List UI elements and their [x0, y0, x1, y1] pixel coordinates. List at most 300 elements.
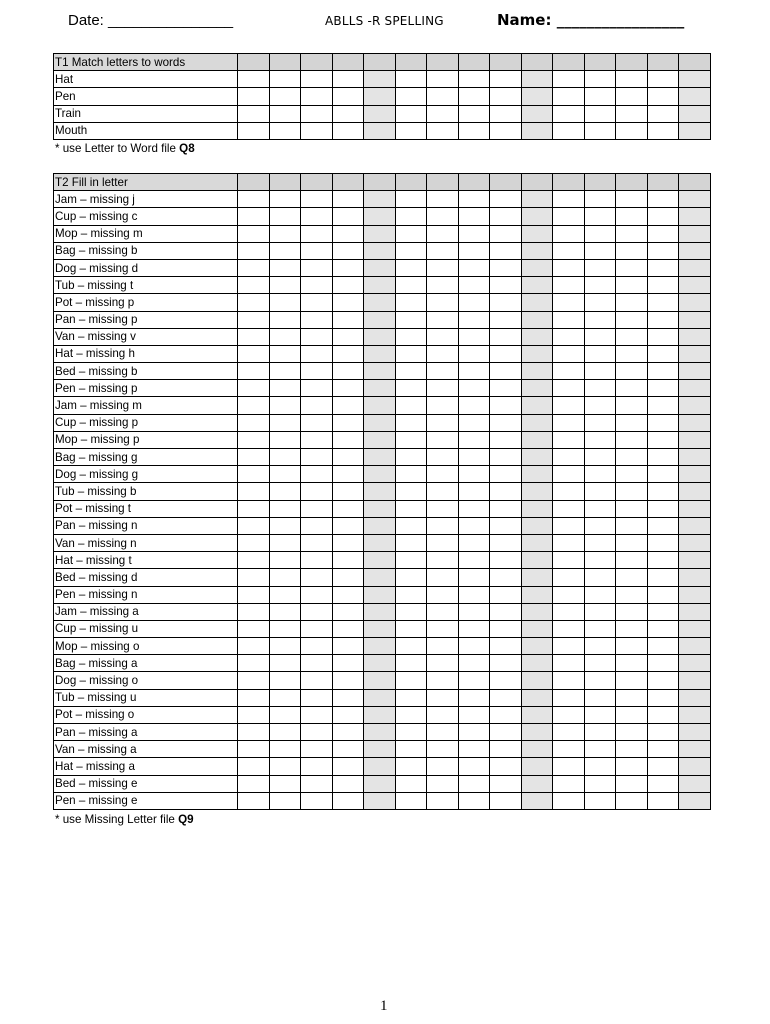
- score-cell[interactable]: [584, 517, 616, 534]
- score-cell[interactable]: [364, 208, 396, 225]
- score-cell[interactable]: [490, 534, 522, 551]
- score-cell[interactable]: [427, 655, 459, 672]
- score-cell[interactable]: [584, 569, 616, 586]
- score-cell[interactable]: [553, 174, 585, 191]
- score-cell[interactable]: [553, 311, 585, 328]
- score-cell[interactable]: [301, 483, 333, 500]
- score-cell[interactable]: [584, 88, 616, 105]
- score-cell[interactable]: [238, 311, 270, 328]
- score-cell[interactable]: [584, 397, 616, 414]
- score-cell[interactable]: [238, 105, 270, 122]
- score-cell[interactable]: [521, 534, 553, 551]
- score-cell[interactable]: [332, 552, 364, 569]
- score-cell[interactable]: [301, 466, 333, 483]
- score-cell[interactable]: [647, 345, 679, 362]
- score-cell[interactable]: [679, 225, 711, 242]
- score-cell[interactable]: [584, 741, 616, 758]
- score-cell[interactable]: [521, 105, 553, 122]
- score-cell[interactable]: [553, 792, 585, 809]
- score-cell[interactable]: [458, 414, 490, 431]
- score-cell[interactable]: [458, 792, 490, 809]
- score-cell[interactable]: [238, 191, 270, 208]
- score-cell[interactable]: [490, 277, 522, 294]
- score-cell[interactable]: [364, 775, 396, 792]
- score-cell[interactable]: [584, 620, 616, 637]
- score-cell[interactable]: [679, 483, 711, 500]
- score-cell[interactable]: [616, 552, 648, 569]
- score-cell[interactable]: [458, 758, 490, 775]
- score-cell[interactable]: [301, 311, 333, 328]
- score-cell[interactable]: [427, 345, 459, 362]
- score-cell[interactable]: [364, 54, 396, 71]
- score-cell[interactable]: [395, 71, 427, 88]
- score-cell[interactable]: [332, 586, 364, 603]
- score-cell[interactable]: [301, 586, 333, 603]
- score-cell[interactable]: [521, 466, 553, 483]
- score-cell[interactable]: [238, 328, 270, 345]
- score-cell[interactable]: [364, 586, 396, 603]
- score-cell[interactable]: [647, 242, 679, 259]
- score-cell[interactable]: [238, 534, 270, 551]
- score-cell[interactable]: [395, 517, 427, 534]
- score-cell[interactable]: [269, 466, 301, 483]
- score-cell[interactable]: [647, 208, 679, 225]
- score-cell[interactable]: [616, 311, 648, 328]
- score-cell[interactable]: [238, 724, 270, 741]
- score-cell[interactable]: [427, 414, 459, 431]
- score-cell[interactable]: [616, 758, 648, 775]
- score-cell[interactable]: [395, 724, 427, 741]
- score-cell[interactable]: [301, 758, 333, 775]
- score-cell[interactable]: [490, 466, 522, 483]
- score-cell[interactable]: [332, 174, 364, 191]
- score-cell[interactable]: [679, 259, 711, 276]
- score-cell[interactable]: [679, 569, 711, 586]
- score-cell[interactable]: [427, 259, 459, 276]
- score-cell[interactable]: [395, 54, 427, 71]
- score-cell[interactable]: [427, 500, 459, 517]
- score-cell[interactable]: [647, 88, 679, 105]
- score-cell[interactable]: [238, 259, 270, 276]
- score-cell[interactable]: [269, 380, 301, 397]
- score-cell[interactable]: [332, 792, 364, 809]
- score-cell[interactable]: [269, 54, 301, 71]
- score-cell[interactable]: [301, 706, 333, 723]
- score-cell[interactable]: [301, 174, 333, 191]
- score-cell[interactable]: [679, 88, 711, 105]
- score-cell[interactable]: [679, 449, 711, 466]
- score-cell[interactable]: [616, 638, 648, 655]
- score-cell[interactable]: [269, 174, 301, 191]
- score-cell[interactable]: [301, 552, 333, 569]
- score-cell[interactable]: [521, 208, 553, 225]
- score-cell[interactable]: [301, 724, 333, 741]
- score-cell[interactable]: [364, 689, 396, 706]
- score-cell[interactable]: [458, 311, 490, 328]
- score-cell[interactable]: [332, 294, 364, 311]
- score-cell[interactable]: [301, 414, 333, 431]
- score-cell[interactable]: [490, 603, 522, 620]
- score-cell[interactable]: [458, 466, 490, 483]
- score-cell[interactable]: [269, 775, 301, 792]
- score-cell[interactable]: [427, 88, 459, 105]
- score-cell[interactable]: [301, 88, 333, 105]
- score-cell[interactable]: [427, 242, 459, 259]
- score-cell[interactable]: [647, 259, 679, 276]
- score-cell[interactable]: [458, 122, 490, 139]
- score-cell[interactable]: [395, 552, 427, 569]
- score-cell[interactable]: [458, 586, 490, 603]
- score-cell[interactable]: [332, 71, 364, 88]
- score-cell[interactable]: [301, 775, 333, 792]
- score-cell[interactable]: [616, 208, 648, 225]
- score-cell[interactable]: [679, 638, 711, 655]
- score-cell[interactable]: [458, 191, 490, 208]
- score-cell[interactable]: [395, 105, 427, 122]
- score-cell[interactable]: [332, 311, 364, 328]
- score-cell[interactable]: [238, 741, 270, 758]
- score-cell[interactable]: [647, 431, 679, 448]
- score-cell[interactable]: [584, 775, 616, 792]
- score-cell[interactable]: [553, 328, 585, 345]
- score-cell[interactable]: [269, 363, 301, 380]
- score-cell[interactable]: [616, 655, 648, 672]
- score-cell[interactable]: [301, 259, 333, 276]
- score-cell[interactable]: [427, 174, 459, 191]
- score-cell[interactable]: [427, 758, 459, 775]
- score-cell[interactable]: [553, 775, 585, 792]
- score-cell[interactable]: [553, 363, 585, 380]
- score-cell[interactable]: [490, 242, 522, 259]
- score-cell[interactable]: [301, 345, 333, 362]
- score-cell[interactable]: [458, 225, 490, 242]
- score-cell[interactable]: [584, 483, 616, 500]
- score-cell[interactable]: [364, 672, 396, 689]
- score-cell[interactable]: [490, 689, 522, 706]
- score-cell[interactable]: [679, 363, 711, 380]
- score-cell[interactable]: [269, 638, 301, 655]
- score-cell[interactable]: [490, 449, 522, 466]
- score-cell[interactable]: [553, 620, 585, 637]
- score-cell[interactable]: [647, 500, 679, 517]
- score-cell[interactable]: [332, 603, 364, 620]
- score-cell[interactable]: [301, 225, 333, 242]
- score-cell[interactable]: [301, 397, 333, 414]
- score-cell[interactable]: [458, 397, 490, 414]
- score-cell[interactable]: [269, 603, 301, 620]
- score-cell[interactable]: [238, 208, 270, 225]
- score-cell[interactable]: [458, 689, 490, 706]
- score-cell[interactable]: [553, 706, 585, 723]
- score-cell[interactable]: [427, 586, 459, 603]
- score-cell[interactable]: [269, 500, 301, 517]
- score-cell[interactable]: [584, 122, 616, 139]
- score-cell[interactable]: [301, 363, 333, 380]
- score-cell[interactable]: [490, 775, 522, 792]
- score-cell[interactable]: [679, 655, 711, 672]
- score-cell[interactable]: [332, 54, 364, 71]
- score-cell[interactable]: [332, 620, 364, 637]
- score-cell[interactable]: [269, 311, 301, 328]
- score-cell[interactable]: [521, 294, 553, 311]
- score-cell[interactable]: [521, 71, 553, 88]
- score-cell[interactable]: [490, 105, 522, 122]
- score-cell[interactable]: [584, 105, 616, 122]
- score-cell[interactable]: [521, 242, 553, 259]
- score-cell[interactable]: [647, 552, 679, 569]
- score-cell[interactable]: [679, 345, 711, 362]
- score-cell[interactable]: [238, 466, 270, 483]
- score-cell[interactable]: [553, 758, 585, 775]
- score-cell[interactable]: [395, 397, 427, 414]
- score-cell[interactable]: [490, 620, 522, 637]
- score-cell[interactable]: [395, 466, 427, 483]
- score-cell[interactable]: [458, 517, 490, 534]
- score-cell[interactable]: [553, 552, 585, 569]
- score-cell[interactable]: [553, 483, 585, 500]
- score-cell[interactable]: [584, 259, 616, 276]
- score-cell[interactable]: [364, 466, 396, 483]
- score-cell[interactable]: [301, 569, 333, 586]
- score-cell[interactable]: [364, 569, 396, 586]
- score-cell[interactable]: [238, 363, 270, 380]
- score-cell[interactable]: [521, 414, 553, 431]
- score-cell[interactable]: [269, 345, 301, 362]
- score-cell[interactable]: [490, 741, 522, 758]
- score-cell[interactable]: [679, 586, 711, 603]
- score-cell[interactable]: [269, 122, 301, 139]
- score-cell[interactable]: [364, 500, 396, 517]
- score-cell[interactable]: [427, 105, 459, 122]
- score-cell[interactable]: [616, 345, 648, 362]
- score-cell[interactable]: [616, 724, 648, 741]
- score-cell[interactable]: [616, 225, 648, 242]
- score-cell[interactable]: [553, 569, 585, 586]
- score-cell[interactable]: [427, 689, 459, 706]
- score-cell[interactable]: [521, 706, 553, 723]
- score-cell[interactable]: [332, 345, 364, 362]
- score-cell[interactable]: [647, 586, 679, 603]
- score-cell[interactable]: [679, 71, 711, 88]
- score-cell[interactable]: [332, 689, 364, 706]
- score-cell[interactable]: [269, 242, 301, 259]
- score-cell[interactable]: [395, 758, 427, 775]
- score-cell[interactable]: [521, 397, 553, 414]
- score-cell[interactable]: [616, 672, 648, 689]
- score-cell[interactable]: [364, 380, 396, 397]
- score-cell[interactable]: [616, 706, 648, 723]
- score-cell[interactable]: [301, 54, 333, 71]
- score-cell[interactable]: [584, 449, 616, 466]
- score-cell[interactable]: [679, 397, 711, 414]
- score-cell[interactable]: [364, 191, 396, 208]
- score-cell[interactable]: [490, 792, 522, 809]
- score-cell[interactable]: [647, 71, 679, 88]
- score-cell[interactable]: [616, 105, 648, 122]
- score-cell[interactable]: [427, 672, 459, 689]
- score-cell[interactable]: [616, 174, 648, 191]
- score-cell[interactable]: [584, 689, 616, 706]
- score-cell[interactable]: [332, 724, 364, 741]
- score-cell[interactable]: [395, 311, 427, 328]
- score-cell[interactable]: [616, 328, 648, 345]
- score-cell[interactable]: [269, 208, 301, 225]
- score-cell[interactable]: [364, 741, 396, 758]
- score-cell[interactable]: [395, 294, 427, 311]
- score-cell[interactable]: [647, 174, 679, 191]
- score-cell[interactable]: [301, 191, 333, 208]
- score-cell[interactable]: [553, 88, 585, 105]
- score-cell[interactable]: [238, 174, 270, 191]
- score-cell[interactable]: [679, 277, 711, 294]
- score-cell[interactable]: [521, 758, 553, 775]
- score-cell[interactable]: [679, 758, 711, 775]
- score-cell[interactable]: [647, 792, 679, 809]
- score-cell[interactable]: [238, 414, 270, 431]
- score-cell[interactable]: [301, 449, 333, 466]
- score-cell[interactable]: [647, 363, 679, 380]
- score-cell[interactable]: [269, 569, 301, 586]
- score-cell[interactable]: [521, 655, 553, 672]
- score-cell[interactable]: [238, 500, 270, 517]
- score-cell[interactable]: [521, 54, 553, 71]
- score-cell[interactable]: [647, 741, 679, 758]
- score-cell[interactable]: [238, 689, 270, 706]
- score-cell[interactable]: [238, 655, 270, 672]
- score-cell[interactable]: [521, 431, 553, 448]
- score-cell[interactable]: [269, 534, 301, 551]
- score-cell[interactable]: [301, 328, 333, 345]
- score-cell[interactable]: [395, 638, 427, 655]
- score-cell[interactable]: [395, 792, 427, 809]
- score-cell[interactable]: [269, 449, 301, 466]
- score-cell[interactable]: [395, 449, 427, 466]
- score-cell[interactable]: [490, 71, 522, 88]
- score-cell[interactable]: [490, 414, 522, 431]
- score-cell[interactable]: [584, 552, 616, 569]
- score-cell[interactable]: [616, 431, 648, 448]
- score-cell[interactable]: [521, 259, 553, 276]
- score-cell[interactable]: [301, 603, 333, 620]
- score-cell[interactable]: [490, 345, 522, 362]
- score-cell[interactable]: [364, 259, 396, 276]
- score-cell[interactable]: [584, 638, 616, 655]
- score-cell[interactable]: [616, 122, 648, 139]
- score-cell[interactable]: [490, 431, 522, 448]
- score-cell[interactable]: [269, 689, 301, 706]
- score-cell[interactable]: [584, 328, 616, 345]
- score-cell[interactable]: [458, 706, 490, 723]
- score-cell[interactable]: [584, 655, 616, 672]
- score-cell[interactable]: [490, 54, 522, 71]
- score-cell[interactable]: [521, 552, 553, 569]
- score-cell[interactable]: [458, 54, 490, 71]
- score-cell[interactable]: [458, 71, 490, 88]
- score-cell[interactable]: [238, 672, 270, 689]
- score-cell[interactable]: [490, 363, 522, 380]
- score-cell[interactable]: [647, 397, 679, 414]
- score-cell[interactable]: [679, 242, 711, 259]
- score-cell[interactable]: [647, 311, 679, 328]
- score-cell[interactable]: [458, 724, 490, 741]
- score-cell[interactable]: [301, 71, 333, 88]
- score-cell[interactable]: [584, 758, 616, 775]
- score-cell[interactable]: [395, 122, 427, 139]
- score-cell[interactable]: [490, 174, 522, 191]
- score-cell[interactable]: [427, 741, 459, 758]
- score-cell[interactable]: [238, 775, 270, 792]
- score-cell[interactable]: [647, 517, 679, 534]
- score-cell[interactable]: [679, 414, 711, 431]
- score-cell[interactable]: [584, 500, 616, 517]
- score-cell[interactable]: [332, 483, 364, 500]
- score-cell[interactable]: [332, 466, 364, 483]
- score-cell[interactable]: [553, 105, 585, 122]
- score-cell[interactable]: [395, 208, 427, 225]
- score-cell[interactable]: [521, 483, 553, 500]
- score-cell[interactable]: [332, 225, 364, 242]
- score-cell[interactable]: [332, 431, 364, 448]
- score-cell[interactable]: [332, 242, 364, 259]
- score-cell[interactable]: [332, 397, 364, 414]
- score-cell[interactable]: [269, 792, 301, 809]
- score-cell[interactable]: [427, 517, 459, 534]
- score-cell[interactable]: [301, 294, 333, 311]
- score-cell[interactable]: [238, 569, 270, 586]
- score-cell[interactable]: [584, 380, 616, 397]
- score-cell[interactable]: [332, 638, 364, 655]
- score-cell[interactable]: [521, 363, 553, 380]
- score-cell[interactable]: [395, 500, 427, 517]
- score-cell[interactable]: [301, 380, 333, 397]
- score-cell[interactable]: [364, 363, 396, 380]
- score-cell[interactable]: [238, 431, 270, 448]
- score-cell[interactable]: [584, 277, 616, 294]
- score-cell[interactable]: [521, 672, 553, 689]
- score-cell[interactable]: [521, 775, 553, 792]
- score-cell[interactable]: [395, 689, 427, 706]
- score-cell[interactable]: [553, 689, 585, 706]
- score-cell[interactable]: [269, 758, 301, 775]
- score-cell[interactable]: [458, 603, 490, 620]
- score-cell[interactable]: [458, 483, 490, 500]
- score-cell[interactable]: [647, 466, 679, 483]
- score-cell[interactable]: [679, 689, 711, 706]
- score-cell[interactable]: [647, 775, 679, 792]
- score-cell[interactable]: [238, 792, 270, 809]
- score-cell[interactable]: [427, 431, 459, 448]
- score-cell[interactable]: [616, 191, 648, 208]
- score-cell[interactable]: [427, 363, 459, 380]
- score-cell[interactable]: [490, 397, 522, 414]
- score-cell[interactable]: [490, 552, 522, 569]
- score-cell[interactable]: [458, 534, 490, 551]
- score-cell[interactable]: [332, 517, 364, 534]
- score-cell[interactable]: [332, 741, 364, 758]
- score-cell[interactable]: [458, 345, 490, 362]
- score-cell[interactable]: [521, 603, 553, 620]
- score-cell[interactable]: [238, 552, 270, 569]
- score-cell[interactable]: [647, 122, 679, 139]
- score-cell[interactable]: [458, 380, 490, 397]
- score-cell[interactable]: [647, 758, 679, 775]
- score-cell[interactable]: [269, 483, 301, 500]
- score-cell[interactable]: [584, 792, 616, 809]
- score-cell[interactable]: [490, 483, 522, 500]
- score-cell[interactable]: [301, 638, 333, 655]
- score-cell[interactable]: [332, 758, 364, 775]
- score-cell[interactable]: [269, 431, 301, 448]
